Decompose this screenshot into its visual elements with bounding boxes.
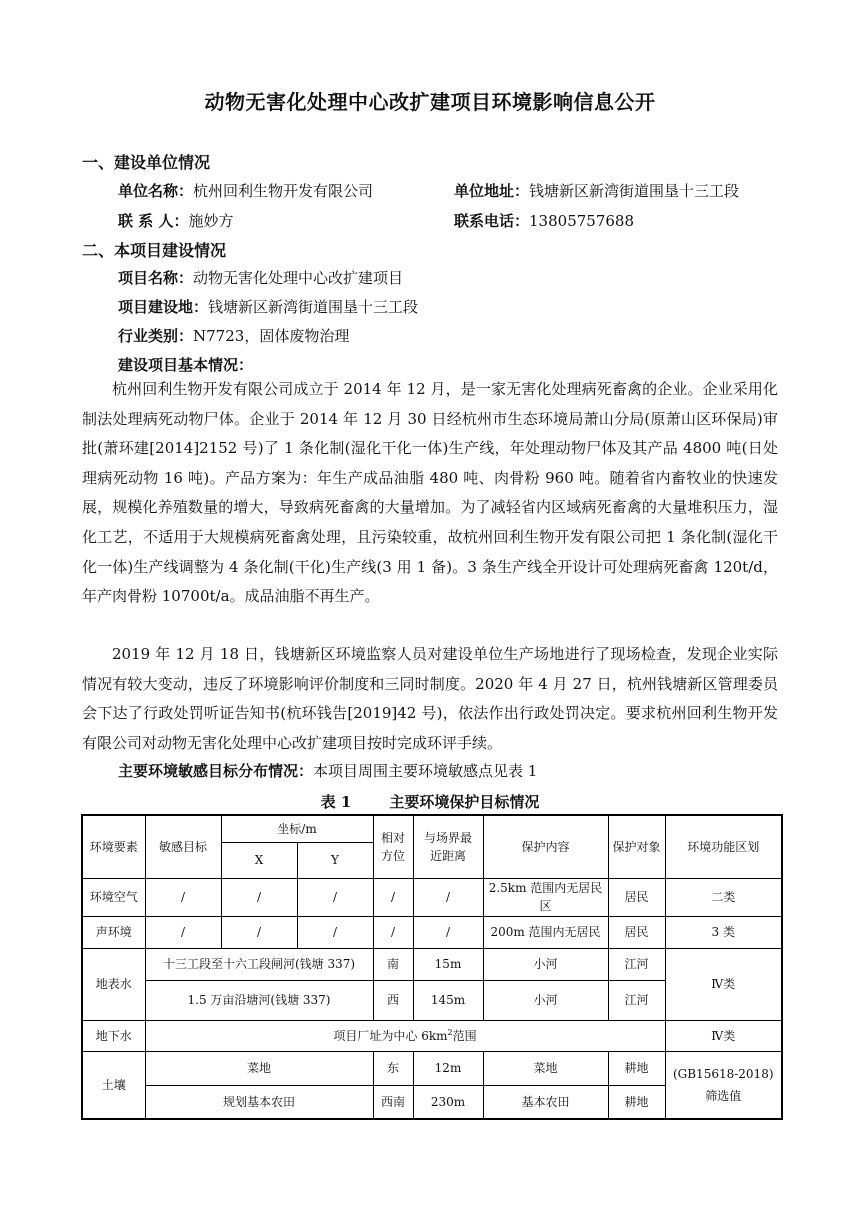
project-site: 钱塘新区新湾街道围垦十三工段: [208, 298, 419, 316]
table-row-air: [82, 878, 782, 916]
table-row-noise: [82, 916, 782, 948]
ground-element: 地下水: [82, 1020, 145, 1051]
document-title: 动物无害化处理中心改扩建项目环境影响信息公开: [204, 90, 656, 114]
phone-line: [454, 210, 634, 231]
header-y: Y: [297, 842, 373, 878]
noise-object: 居民: [608, 916, 665, 948]
ground-content-post: 范围: [452, 1028, 477, 1043]
soil-zone: [665, 1051, 782, 1119]
ground-zone: Ⅳ类: [665, 1020, 782, 1051]
surface-target-2: 1.5 万亩沿塘河(钱塘 337): [145, 980, 373, 1020]
section2-heading: 二、本项目建设情况: [82, 241, 227, 260]
basic-info-paragraph-1: 杭州回利生物开发有限公司成立于 2014 年 12 月，是一家无害化处理病死畜禽的企业。企业采用化制法处理病死动物尸体。企业于 2014 年 12 月 30 日经杭州市生态环境局萧山分局(原萧山区环保局)审批(萧环建[2014]2152 号)了 1 条化制(湿化干化一体)生产线，年处理动物尸体及其产品 4800 吨(日处理病死动物 16 吨)。产品方案为：年生产成品油脂 480 吨、肉骨粉 960 吨。随着省内畜牧业的快速发展，规模化养殖数量的增大，导致病死畜禽的大量增加。为了减轻省内区域病死畜禽的大量堆积压力，湿化工艺，不适用于大规模病死畜禽处理，且污染较重，故杭州回利生物开发有限公司把 1 条化制(湿化干化一体)生产线调整为 4 条化制(干化)生产线(3 用 1 备)。3 条生产线全开设计可处理病死畜禽 120t/d，年产肉骨粉 10700t/a。成品油脂不再生产。: [82, 380, 778, 606]
air-element: 环境空气: [82, 878, 145, 916]
protection-targets-table: [81, 814, 783, 1120]
header-content: 保护内容: [483, 815, 608, 878]
contact-line: [118, 210, 233, 231]
table-row-surface-1: [82, 948, 782, 980]
soil-direction-1: 东: [373, 1051, 413, 1085]
ground-content: [145, 1020, 665, 1051]
table-title: 主要环境保护目标情况: [389, 793, 540, 811]
surface-zone: Ⅳ类: [665, 948, 782, 1020]
unit-address-label: 单位地址：: [454, 182, 530, 200]
air-zone: 二类: [665, 878, 782, 916]
table-number: 表 1: [320, 793, 352, 811]
unit-address-line: [454, 180, 739, 201]
air-x: /: [221, 878, 297, 916]
noise-x: /: [221, 916, 297, 948]
sensitive-targets-line: [118, 760, 537, 781]
air-direction: /: [373, 878, 413, 916]
soil-object-1: 耕地: [608, 1051, 665, 1085]
air-target: /: [145, 878, 221, 916]
noise-content: 200m 范围内无居民: [483, 916, 608, 948]
section1-heading: 一、建设单位情况: [82, 153, 211, 172]
unit-name: 杭州回利生物开发有限公司: [193, 182, 374, 200]
ground-content-text: 项目厂址为中心 6km: [333, 1028, 448, 1043]
header-coord: 坐标/m: [221, 815, 373, 842]
project-name-line: [118, 267, 403, 288]
surface-target-1: 十三工段至十六工段闸河(钱塘 337): [145, 948, 373, 980]
project-name-label: 项目名称：: [118, 269, 194, 287]
table-header-row: [82, 815, 782, 842]
header-zone: 环境功能区划: [665, 815, 782, 878]
surface-distance-2: 145m: [413, 980, 483, 1020]
basic-info-label: 建设项目基本情况：: [118, 356, 254, 374]
table-row-soil-1: [82, 1051, 782, 1085]
sensitive-targets-text: 本项目周围主要环境敏感点见表 1: [313, 762, 538, 780]
header-element: 环境要素: [82, 815, 145, 878]
contact-label: 联 系 人：: [118, 212, 189, 230]
header-object: 保护对象: [608, 815, 665, 878]
unit-name-label: 单位名称：: [118, 182, 194, 200]
surface-content-1: 小河: [483, 948, 608, 980]
soil-object-2: 耕地: [608, 1085, 665, 1119]
noise-direction: /: [373, 916, 413, 948]
surface-object-1: 江河: [608, 948, 665, 980]
noise-y: /: [297, 916, 373, 948]
soil-zone-line2: 筛选值: [705, 1088, 742, 1103]
soil-target-1: 菜地: [145, 1051, 373, 1085]
contact-name: 施妙方: [188, 212, 234, 230]
phone-label: 联系电话：: [454, 212, 530, 230]
noise-element: 声环境: [82, 916, 145, 948]
noise-zone: 3 类: [665, 916, 782, 948]
surface-element: 地表水: [82, 948, 145, 1020]
soil-distance-1: 12m: [413, 1051, 483, 1085]
industry-line: [118, 325, 349, 346]
industry-label: 行业类别：: [118, 327, 194, 345]
surface-direction-1: 南: [373, 948, 413, 980]
soil-direction-2: 西南: [373, 1085, 413, 1119]
soil-distance-2: 230m: [413, 1085, 483, 1119]
project-site-label: 项目建设地：: [118, 298, 209, 316]
industry-value: N7723，固体废物治理: [193, 327, 350, 345]
header-distance: 与场界最近距离: [413, 815, 483, 878]
surface-content-2: 小河: [483, 980, 608, 1020]
soil-content-1: 菜地: [483, 1051, 608, 1085]
soil-target-2: 规划基本农田: [145, 1085, 373, 1119]
basic-info-label-line: [118, 354, 253, 375]
table-caption: [0, 791, 860, 812]
soil-content-2: 基本农田: [483, 1085, 608, 1119]
project-site-line: [118, 296, 418, 317]
surface-distance-1: 15m: [413, 948, 483, 980]
project-name: 动物无害化处理中心改扩建项目: [193, 269, 404, 287]
header-target: 敏感目标: [145, 815, 221, 878]
table-row-ground: [82, 1020, 782, 1051]
soil-element: 土壤: [82, 1051, 145, 1119]
header-direction: 相对方位: [373, 815, 413, 878]
unit-address: 钱塘新区新湾街道围垦十三工段: [529, 182, 740, 200]
phone-number: 13805757688: [529, 212, 634, 230]
surface-object-2: 江河: [608, 980, 665, 1020]
noise-distance: /: [413, 916, 483, 948]
header-x: X: [221, 842, 297, 878]
air-distance: /: [413, 878, 483, 916]
unit-name-line: [118, 180, 373, 201]
soil-zone-line1: (GB15618-2018): [672, 1066, 774, 1081]
air-object: 居民: [608, 878, 665, 916]
sensitive-targets-label: 主要环境敏感目标分布情况：: [118, 762, 314, 780]
ground-content-sup: 2: [447, 1027, 453, 1037]
air-y: /: [297, 878, 373, 916]
air-content: 2.5km 范围内无居民区: [483, 878, 608, 916]
surface-direction-2: 西: [373, 980, 413, 1020]
noise-target: /: [145, 916, 221, 948]
basic-info-paragraph-2: 2019 年 12 月 18 日，钱塘新区环境监察人员对建设单位生产场地进行了现场检查，发现企业实际情况有较大变动，违反了环境影响评价制度和三同时制度。2020 年 4 月 27 日，杭州钱塘新区管理委员会下达了行政处罚听证告知书(杭环钱告[2019]42 号)，依法作出行政处罚决定。要求杭州回利生物开发有限公司对动物无害化处理中心改扩建项目按时完成环评手续。: [82, 645, 778, 752]
